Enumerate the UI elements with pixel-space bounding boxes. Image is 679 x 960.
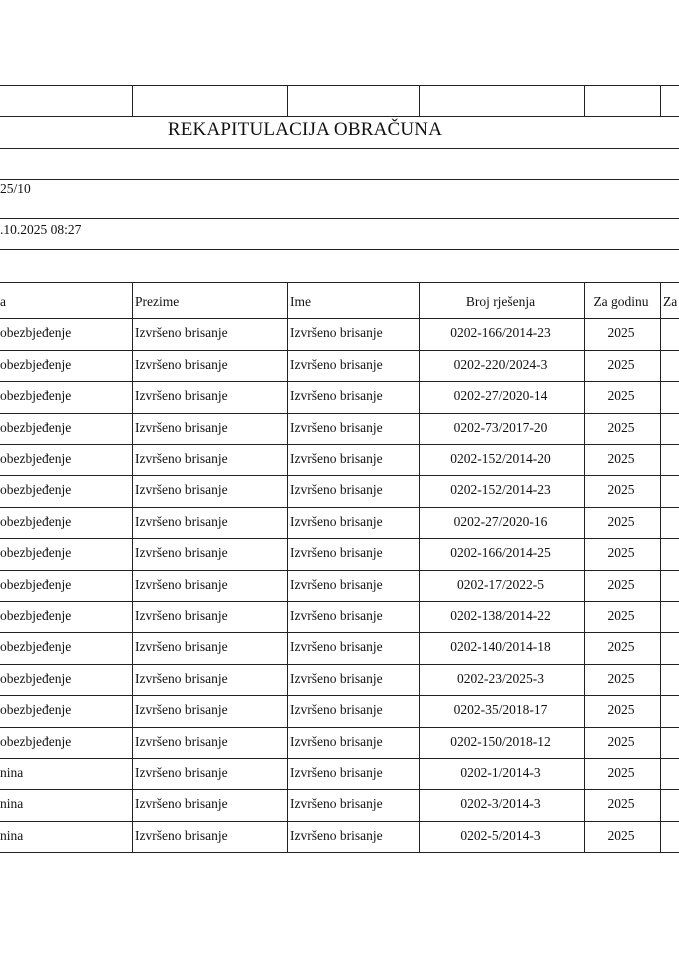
table-cell-c0-text: nina: [0, 765, 24, 780]
table-cell-prezime: Izvršeno brisanje: [135, 576, 228, 592]
top-border: [0, 85, 679, 86]
table-cell-godina: 2025: [607, 733, 635, 749]
table-column-divider: [287, 282, 288, 852]
table-cell-godina: 2025: [607, 451, 635, 466]
table-cell-c0: [0, 758, 130, 788]
table-cell-prezime: Izvršeno brisanje: [135, 796, 228, 812]
info-line: [0, 179, 679, 180]
table-cell-broj: 0202-138/2014-22: [450, 608, 551, 623]
table-cell-ime: Izvršeno brisanje: [290, 482, 383, 498]
table-cell-c0: [0, 507, 130, 537]
table-cell-c0-text: obezbjeđenje: [0, 325, 72, 341]
table-top-border: [0, 282, 679, 283]
table-cell-godina: 2025: [607, 639, 635, 655]
table-cell-c0: [0, 570, 130, 600]
table-cell-c0: [0, 695, 130, 725]
table-cell-c0-text: nina: [0, 827, 24, 843]
table-cell-godina: 2025: [607, 576, 635, 592]
table-cell-godina: 2025: [607, 827, 635, 843]
table-cell-c0: [0, 632, 130, 662]
table-cell-ime: Izvršeno brisanje: [290, 796, 383, 812]
table-column-divider: [584, 282, 585, 852]
header-cell-col0-text: a: [0, 294, 6, 309]
table-column-divider: [419, 282, 420, 852]
info-line: [0, 218, 679, 219]
table-cell-c0: [0, 789, 130, 819]
table-cell-prezime: Izvršeno brisanje: [135, 513, 228, 529]
header-divider: [584, 85, 585, 116]
table-cell-c0-text: obezbjeđenje: [0, 451, 72, 466]
table-cell-prezime: Izvršeno brisanje: [135, 670, 228, 686]
table-cell-prezime: Izvršeno brisanje: [135, 482, 228, 498]
header-grid-bottom: [0, 116, 679, 117]
timestamp-value: .10.2025 08:27: [0, 222, 82, 237]
table-cell-c0-text: obezbjeđenje: [0, 576, 72, 592]
table-cell-c0-text: nina: [0, 796, 24, 812]
table-cell-c0-text: obezbjeđenje: [0, 670, 72, 686]
table-cell-prezime: Izvršeno brisanje: [135, 827, 228, 843]
table-cell-godina: 2025: [607, 796, 635, 812]
info-line: [0, 249, 679, 250]
header-cell-ime: Ime: [290, 294, 311, 309]
header-divider: [132, 85, 133, 116]
table-cell-c0-text: obezbjeđenje: [0, 388, 72, 404]
table-cell-godina: 2025: [607, 545, 635, 561]
table-cell-ime: Izvršeno brisanje: [290, 388, 383, 404]
table-cell-godina: 2025: [607, 325, 635, 341]
table-column-divider: [660, 282, 661, 852]
table-cell-c0-text: obezbjeđenje: [0, 702, 72, 718]
table-cell-broj: 0202-3/2014-3: [460, 796, 541, 812]
table-cell-godina: 2025: [607, 356, 635, 372]
table-cell-godina: 2025: [607, 702, 635, 718]
table-cell-broj: 0202-166/2014-25: [450, 545, 551, 561]
table-cell-c0-text: obezbjeđenje: [0, 639, 72, 655]
table-cell-broj: 0202-27/2020-16: [453, 513, 548, 529]
table-cell-ime: Izvršeno brisanje: [290, 702, 383, 718]
table-cell-broj: 0202-166/2014-23: [450, 325, 551, 341]
table-cell-c0-text: obezbjeđenje: [0, 545, 72, 561]
table-cell-c0: [0, 475, 130, 505]
table-cell-ime: Izvršeno brisanje: [290, 733, 383, 749]
table-cell-c0: [0, 821, 130, 851]
table-cell-godina: 2025: [607, 419, 635, 435]
table-cell-ime: Izvršeno brisanje: [290, 325, 383, 341]
table-cell-godina: 2025: [607, 608, 635, 623]
table-cell-c0-text: obezbjeđenje: [0, 513, 72, 529]
table-cell-godina: 2025: [607, 670, 635, 686]
table-cell-godina: 2025: [607, 482, 635, 498]
table-cell-prezime: Izvršeno brisanje: [135, 388, 228, 404]
header-cell-godina: Za godinu: [593, 294, 649, 309]
table-cell-godina: 2025: [607, 765, 635, 780]
table-cell-broj: 0202-150/2018-12: [450, 733, 551, 749]
report-title: REKAPITULACIJA OBRAČUNA: [167, 119, 443, 140]
table-cell-c0-text: obezbjeđenje: [0, 356, 72, 372]
header-cell-broj: Broj rješenja: [465, 294, 536, 309]
table-cell-c0-text: obezbjeđenje: [0, 419, 72, 435]
header-divider: [660, 85, 661, 116]
table-cell-c0-text: obezbjeđenje: [0, 482, 72, 498]
table-cell-prezime: Izvršeno brisanje: [135, 325, 228, 341]
table-cell-prezime: Izvršeno brisanje: [135, 356, 228, 372]
table-cell-broj: 0202-35/2018-17: [453, 702, 548, 718]
period-value: 25/10: [0, 181, 31, 196]
table-cell-ime: Izvršeno brisanje: [290, 639, 383, 655]
table-cell-c0-text: obezbjeđenje: [0, 733, 72, 749]
table-cell-ime: Izvršeno brisanje: [290, 419, 383, 435]
table-cell-ime: Izvršeno brisanje: [290, 356, 383, 372]
table-cell-ime: Izvršeno brisanje: [290, 513, 383, 529]
table-cell-ime: Izvršeno brisanje: [290, 765, 383, 780]
table-cell-c0: [0, 601, 130, 631]
table-cell-broj: 0202-27/2020-14: [453, 388, 548, 404]
table-cell-broj: 0202-23/2025-3: [457, 670, 544, 686]
title-bottom-line: [0, 148, 679, 149]
table-cell-ime: Izvršeno brisanje: [290, 576, 383, 592]
table-bottom-border: [0, 852, 679, 853]
table-cell-c0: [0, 413, 130, 443]
table-cell-c0: [0, 727, 130, 757]
table-cell-prezime: Izvršeno brisanje: [135, 419, 228, 435]
table-cell-broj: 0202-1/2014-3: [460, 765, 541, 780]
table-cell-prezime: Izvršeno brisanje: [135, 545, 228, 561]
header-divider: [287, 85, 288, 116]
table-cell-prezime: Izvršeno brisanje: [135, 451, 228, 466]
table-cell-godina: 2025: [607, 513, 635, 529]
table-cell-c0: [0, 444, 130, 474]
table-cell-prezime: Izvršeno brisanje: [135, 639, 228, 655]
table-cell-ime: Izvršeno brisanje: [290, 451, 383, 466]
table-cell-c0: [0, 318, 130, 348]
table-cell-broj: 0202-140/2014-18: [450, 639, 551, 655]
table-cell-ime: Izvršeno brisanje: [290, 827, 383, 843]
table-cell-broj: 0202-17/2022-5: [457, 576, 544, 592]
header-divider: [419, 85, 420, 116]
table-cell-prezime: Izvršeno brisanje: [135, 608, 228, 623]
table-column-divider: [132, 282, 133, 852]
header-cell-prezime: Prezime: [135, 294, 180, 309]
table-cell-prezime: Izvršeno brisanje: [135, 765, 228, 780]
table-cell-ime: Izvršeno brisanje: [290, 670, 383, 686]
table-cell-prezime: Izvršeno brisanje: [135, 733, 228, 749]
header-cell-col0: [0, 287, 130, 317]
header-cell-col6: Za: [663, 294, 677, 309]
table-cell-ime: Izvršeno brisanje: [290, 545, 383, 561]
table-cell-broj: 0202-152/2014-23: [450, 482, 551, 498]
table-cell-broj: 0202-152/2014-20: [450, 451, 551, 466]
table-cell-c0-text: obezbjeđenje: [0, 608, 72, 623]
table-cell-c0: [0, 350, 130, 380]
table-cell-godina: 2025: [607, 388, 635, 404]
table-cell-broj: 0202-220/2024-3: [453, 356, 548, 372]
table-cell-broj: 0202-73/2017-20: [453, 419, 548, 435]
table-cell-c0: [0, 664, 130, 694]
table-cell-broj: 0202-5/2014-3: [460, 827, 541, 843]
table-cell-ime: Izvršeno brisanje: [290, 608, 383, 623]
table-cell-c0: [0, 381, 130, 411]
table-cell-prezime: Izvršeno brisanje: [135, 702, 228, 718]
table-cell-c0: [0, 538, 130, 568]
